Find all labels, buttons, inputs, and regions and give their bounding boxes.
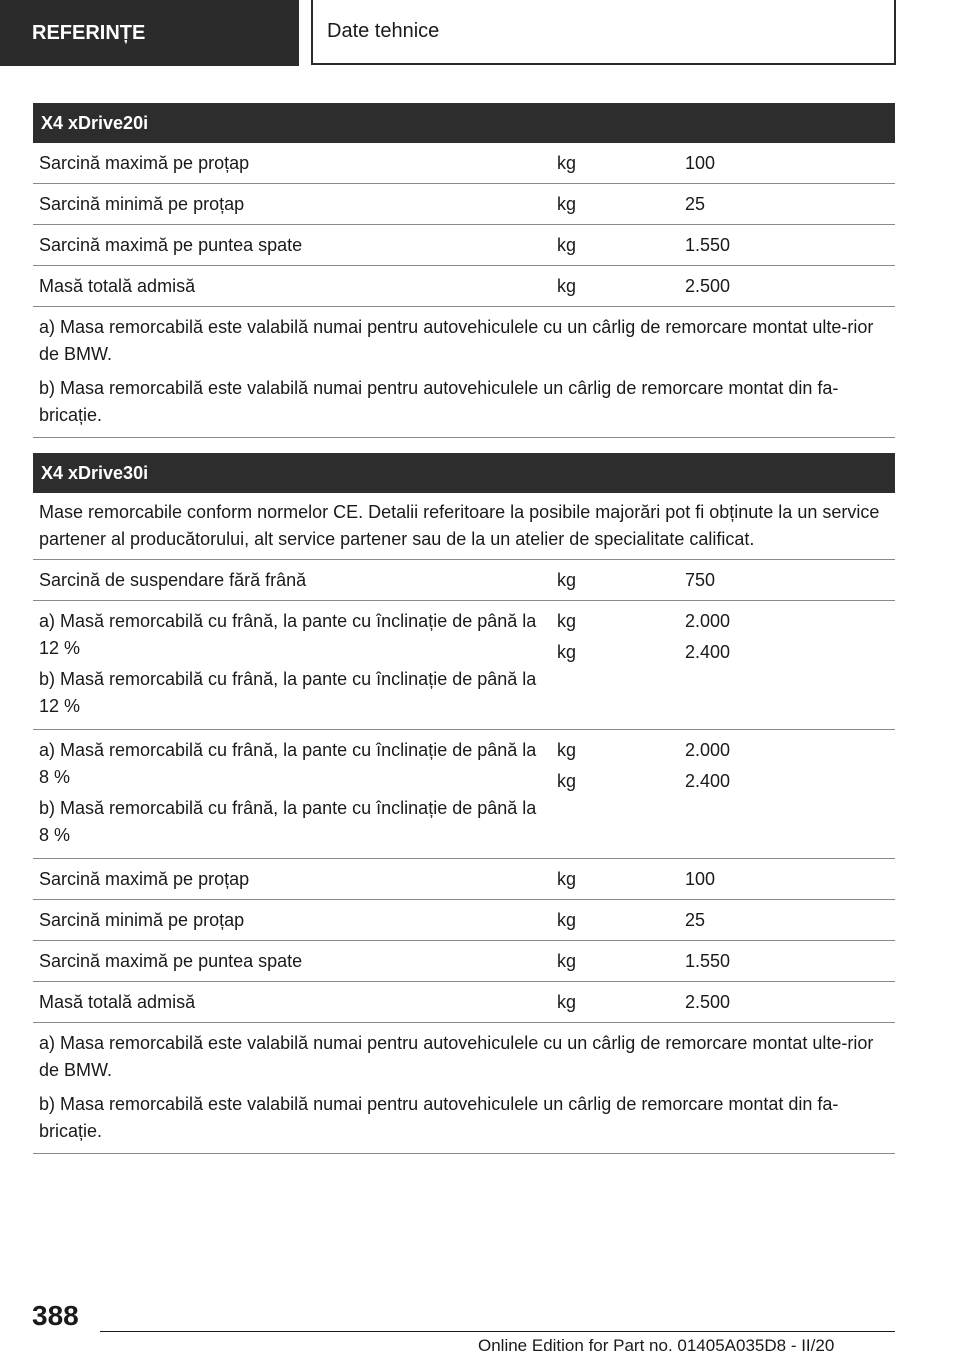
row-label: Sarcină maximă pe puntea spate: [39, 951, 303, 971]
row-label: Sarcină de suspendare fără frână: [39, 570, 307, 590]
edition-text: Online Edition for Part no. 01405A035D8 - II/20: [478, 1336, 835, 1355]
unit-b: kg: [557, 771, 577, 791]
table-footnotes: [33, 307, 895, 438]
table-row: [33, 900, 895, 941]
row-value: [681, 737, 895, 849]
value-b: 2.400: [685, 642, 731, 662]
row-unit: kg: [557, 992, 577, 1012]
row-value: 1.550: [685, 235, 731, 255]
table-row: [33, 601, 895, 730]
value-b: 2.400: [685, 771, 731, 791]
table-row: [33, 560, 895, 601]
table-row: [33, 982, 895, 1023]
table-x4-xdrive20i: [33, 103, 895, 438]
footnote: b) Masa remorcabilă este valabilă numai pentru autovehiculele un cârlig de remorcare montat din fa-bricație.: [39, 1094, 839, 1141]
row-label: Sarcină maximă pe proțap: [39, 153, 250, 173]
row-label: Masă totală admisă: [39, 992, 196, 1012]
label-b: b) Masă remorcabilă cu frână, la pante cu înclinație de până la 12 %: [39, 669, 537, 716]
section-tab: [0, 0, 299, 66]
label-a: a) Masă remorcabilă cu frână, la pante cu înclinație de până la 8 %: [39, 740, 537, 787]
label-a: a) Masă remorcabilă cu frână, la pante cu înclinație de până la 12 %: [39, 611, 537, 658]
row-value: 100: [685, 869, 716, 889]
row-unit: kg: [557, 153, 577, 173]
row-unit: kg: [557, 869, 577, 889]
table-row: [33, 266, 895, 307]
row-value: 1.550: [685, 951, 731, 971]
table-row: [33, 730, 895, 859]
table-row: [33, 225, 895, 266]
section-title: REFERINȚE: [32, 21, 146, 44]
row-value: 25: [685, 194, 706, 214]
row-unit: kg: [557, 235, 577, 255]
row-label: Sarcină minimă pe proțap: [39, 910, 245, 930]
table-footnotes: [33, 1023, 895, 1154]
unit-b: kg: [557, 642, 577, 662]
label-b: b) Masă remorcabilă cu frână, la pante cu înclinație de până la 8 %: [39, 798, 537, 845]
row-value: 2.500: [685, 276, 731, 296]
value-a: 2.000: [685, 740, 731, 760]
table-x4-xdrive30i: [33, 453, 895, 1154]
row-label: Sarcină maximă pe proțap: [39, 869, 250, 889]
table-row: [33, 184, 895, 225]
footer-divider: [100, 1331, 895, 1332]
table-title: X4 xDrive20i: [33, 103, 895, 143]
row-value: 100: [685, 153, 716, 173]
row-label: Sarcină minimă pe proțap: [39, 194, 245, 214]
row-value: 25: [685, 910, 706, 930]
chapter-tab: [311, 0, 896, 65]
row-label: Sarcină maximă pe puntea spate: [39, 235, 303, 255]
row-value: 750: [685, 570, 716, 590]
row-unit: kg: [557, 570, 577, 590]
table-intro: Mase remorcabile conform normelor CE. Detalii referitoare la posibile majorări pot fi obținute la un service partener al producătorului, alt service partener sau de la un atelier de specialitate calificat.: [33, 493, 895, 560]
row-unit: kg: [557, 910, 577, 930]
row-value: 2.500: [685, 992, 731, 1012]
row-unit: kg: [557, 276, 577, 296]
row-unit: [553, 608, 681, 720]
table-title: X4 xDrive30i: [33, 453, 895, 493]
footnote: a) Masa remorcabilă este valabilă numai pentru autovehiculele cu un cârlig de remorcare montat ulte-rior de BMW.: [39, 1033, 874, 1080]
footnote: b) Masa remorcabilă este valabilă numai pentru autovehiculele un cârlig de remorcare montat din fa-bricație.: [39, 378, 839, 425]
row-value: [681, 608, 895, 720]
row-unit: kg: [557, 194, 577, 214]
table-row: [33, 941, 895, 982]
value-a: 2.000: [685, 611, 731, 631]
row-label: Masă totală admisă: [39, 276, 196, 296]
row-unit: [553, 737, 681, 849]
row-label: [33, 737, 553, 849]
page-number: 388: [32, 1300, 79, 1331]
unit-a: kg: [557, 611, 577, 631]
table-row: [33, 143, 895, 184]
unit-a: kg: [557, 740, 577, 760]
footnote: a) Masa remorcabilă este valabilă numai pentru autovehiculele cu un cârlig de remorcare montat ulte-rior de BMW.: [39, 317, 874, 364]
table-row: [33, 859, 895, 900]
row-label: [33, 608, 553, 720]
row-unit: kg: [557, 951, 577, 971]
chapter-title: Date tehnice: [327, 20, 440, 42]
